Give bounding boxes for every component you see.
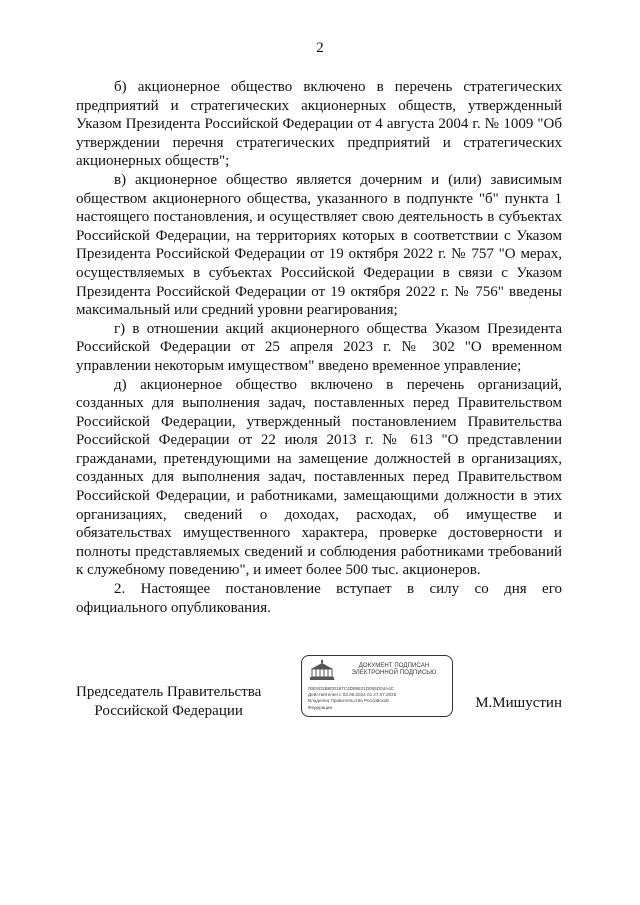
- signatory-position-line2: Российской Федерации: [94, 702, 243, 719]
- paragraph-v: в) акционерное общество является дочерним и (или) зависимым обществом акционерного общества, указанного в подпункте "б" пункта 1 настоящего постановления, и осуществляет свою деятельность в субъектах Российской Федерации, на территориях которых в соответствии с Указом Президента Российской Федерации от 19 октября 2022 г. № 757 "О мерах, осуществляемых в субъектах Российской Федерации в связи с Указом Президента Российской Федерации от 19 октября 2022 г. № 756" введены максимальный или средний уровни реагирования;: [76, 171, 562, 319]
- stamp-validity: Действителен с 03.05.2024 по 27.07.2025: [308, 692, 397, 698]
- paragraph-2: 2. Настоящее постановление вступает в силу со дня его официального опубликования.: [76, 581, 562, 616]
- stamp-title: [338, 663, 450, 677]
- paragraph-g: г) в отношении акций акционерного общества Указом Президента Российской Федерации от 25 апреля 2023 г. № 302 "О временном управлении некоторым имуществом" введено временное управление;: [76, 320, 562, 374]
- page-number: 2: [316, 40, 324, 56]
- paragraph-b: б) акционерное общество включено в перечень стратегических предприятий и стратегических акционерных обществ, утвержденный Указом Президента Российской Федерации от 4 августа 2004 г. № 1009 "Об утверждении перечня стратегических предприятий и стратегических акционерных обществ";: [76, 79, 562, 170]
- government-building-icon: [308, 660, 336, 682]
- document-body: [76, 78, 562, 617]
- stamp-certificate: 00E5D2B8D0187C4D88821D006D04A4C: [308, 686, 395, 691]
- signatory-position-line1: Председатель Правительства: [76, 684, 262, 700]
- signatory-position: [76, 683, 261, 720]
- stamp-owner-line2: Федерации: [308, 704, 333, 710]
- signatory-name: М.Мишустин: [475, 695, 562, 711]
- stamp-details: [308, 686, 450, 711]
- electronic-signature-stamp: [301, 655, 453, 717]
- stamp-title-line2: ЭЛЕКТРОННОЙ ПОДПИСЬЮ: [351, 670, 437, 676]
- stamp-owner: Владелец Правительство Российской: [308, 698, 389, 704]
- stamp-title-line1: ДОКУМЕНТ ПОДПИСАН: [358, 663, 430, 669]
- paragraph-d: д) акционерное общество включено в перечень организаций, созданных для выполнения задач, поставленных перед Правительством Российской Федерации, утвержденный постановлением Правительства Российской Федерации от 22 июля 2013 г. № 613 "О представлении гражданами, претендующими на замещение должностей в организациях, созданных для выполнения задач, поставленных перед Правительством Российской Федерации, и работниками, замещающими должности в этих организациях, сведений о доходах, расходах, об имуществе и обязательствах имущественного характера, проверке достоверности и полноты представляемых сведений и соблюдения работниками требований к служебному поведению", и имеет более 500 тыс. акционеров.: [76, 376, 562, 579]
